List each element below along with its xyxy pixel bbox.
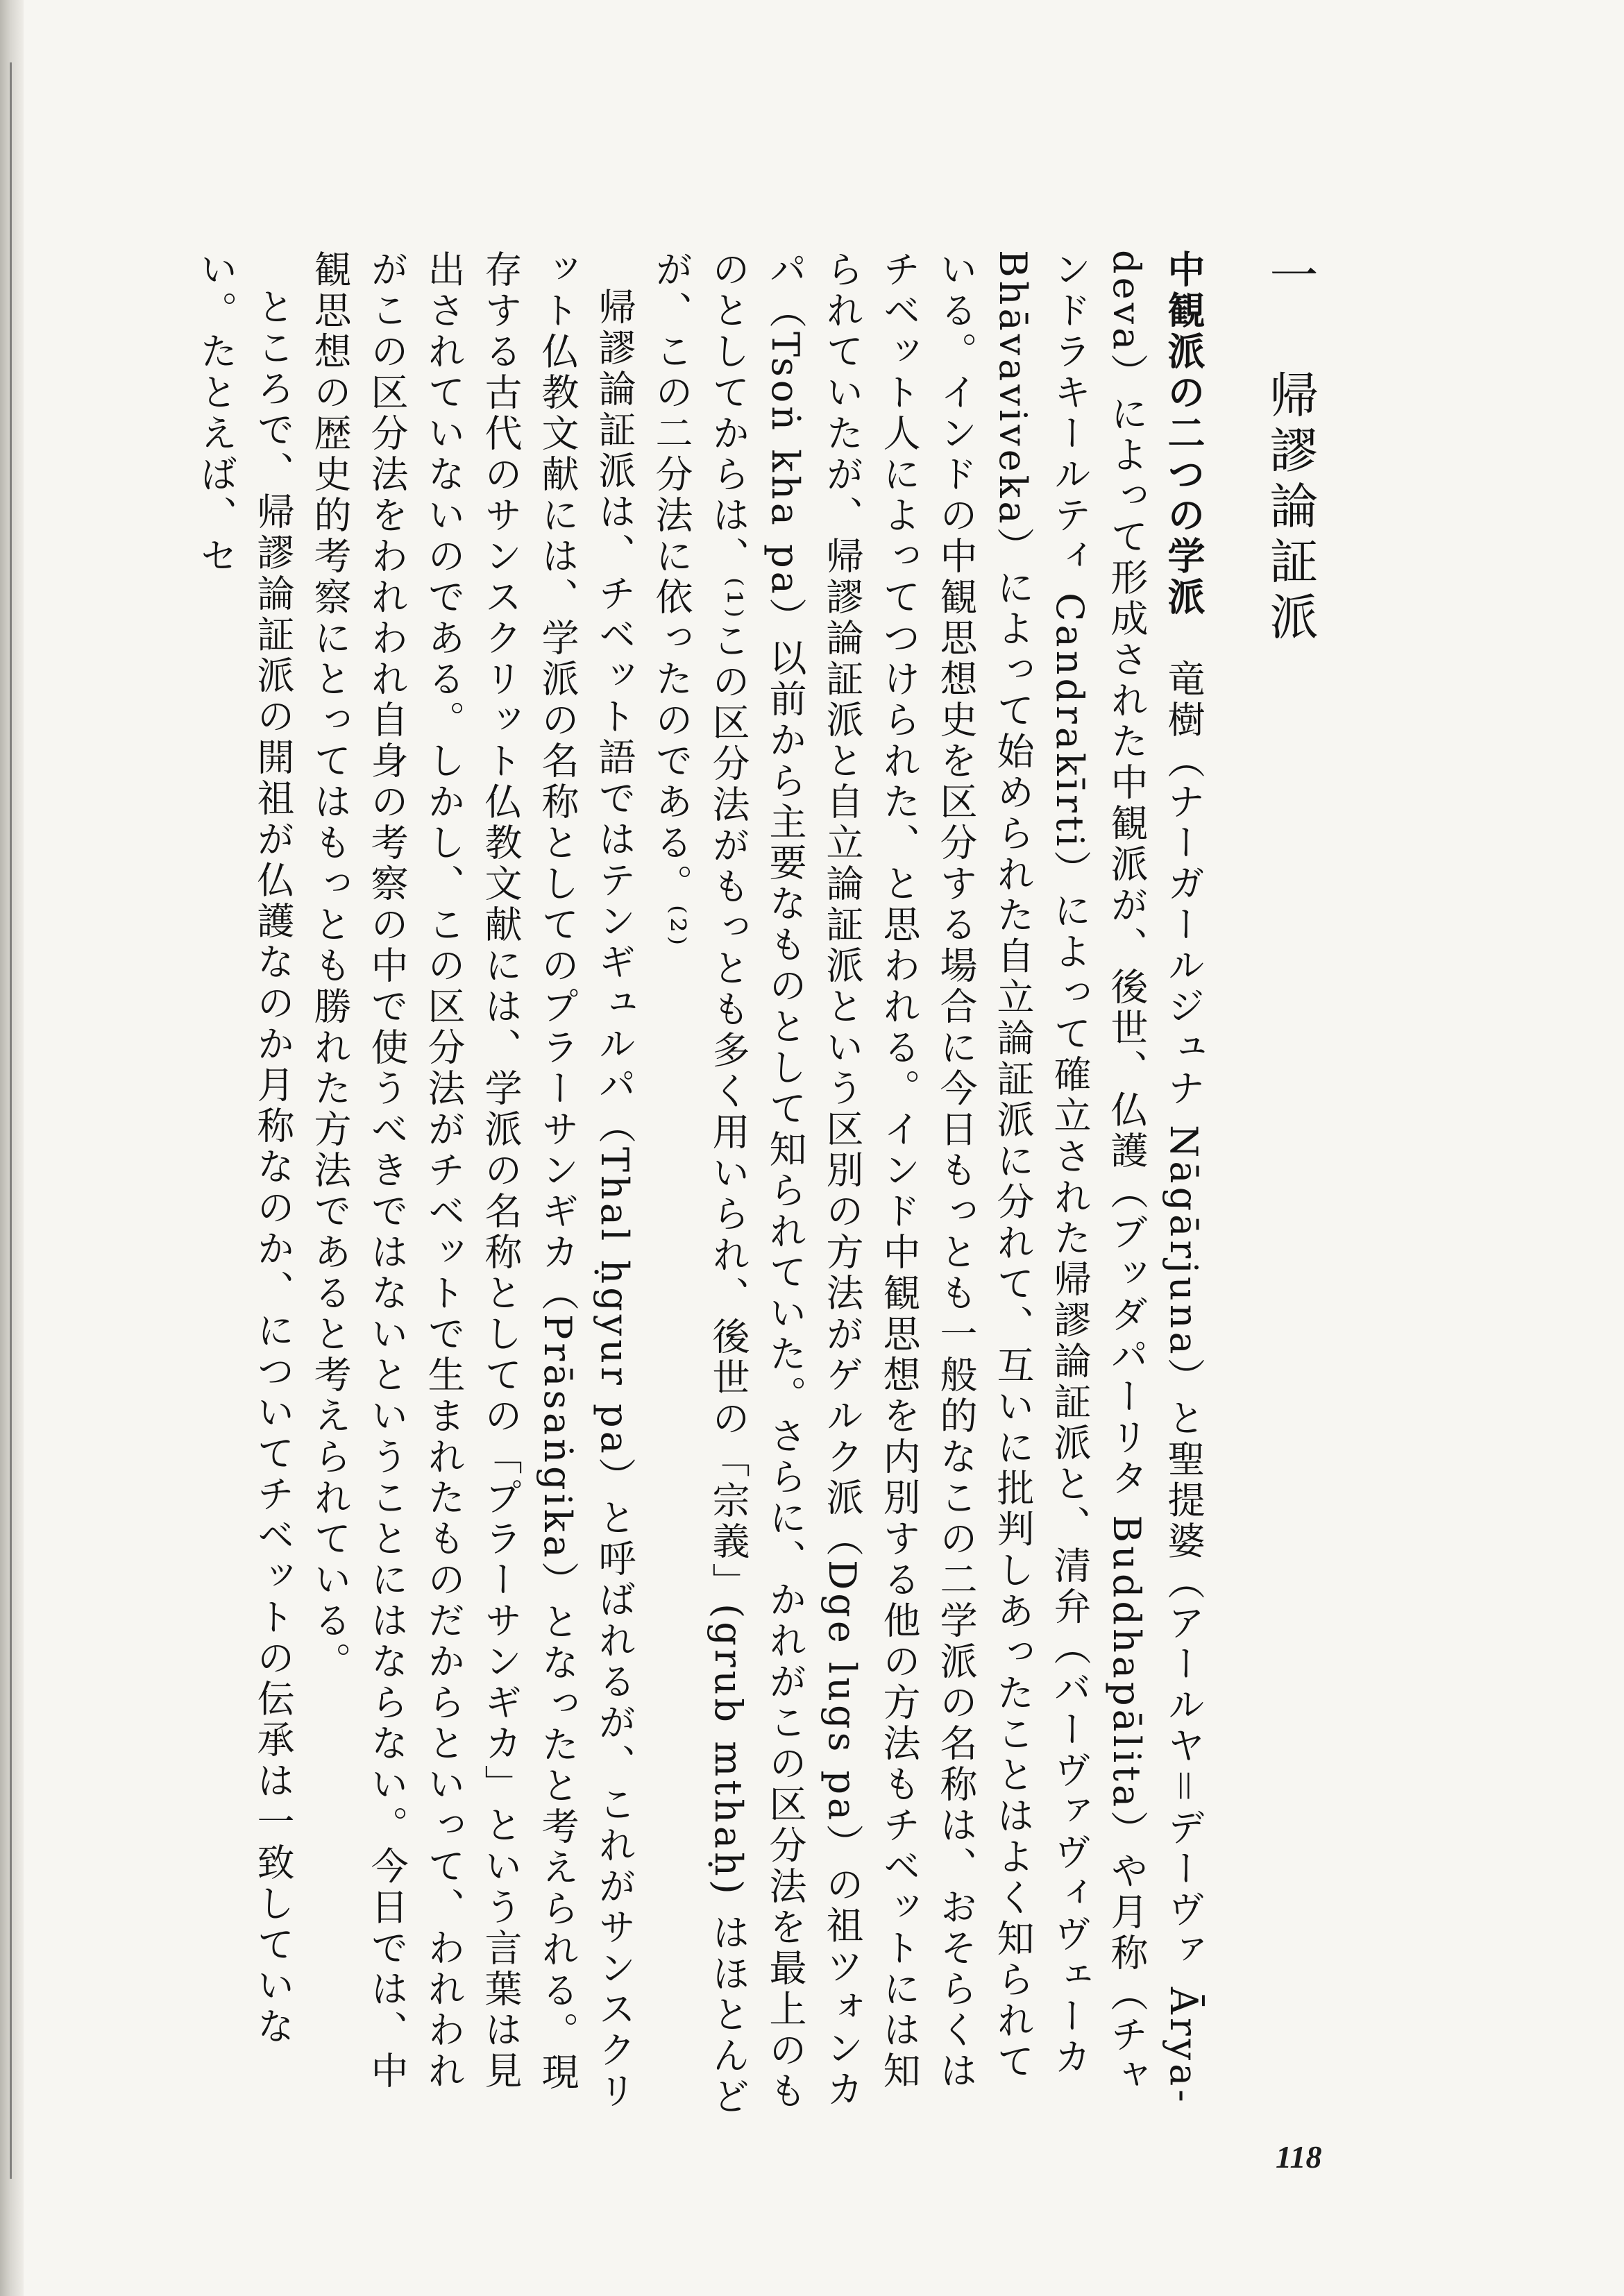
vertical-text-block: [187, 250, 1319, 2123]
paragraph-3: ところで、帰謬論証派の開祖が仏護なのか月称なのか、についてチベットの伝承は一致していない。たとえば、セ: [194, 250, 295, 2048]
section-heading: [1262, 250, 1319, 2123]
margin-rule: [10, 62, 12, 2179]
subsection-title: 中観派の二つの学派: [1162, 250, 1206, 618]
page-edge-shadow: [0, 0, 24, 2296]
paragraph-1: [643, 250, 1212, 2123]
section-title: 帰謬論証派: [1262, 369, 1319, 647]
page-number: 118: [1276, 2139, 1322, 2175]
paragraph-2: 帰謬論証派は、チベット語ではテンギュルパ（Thal ḥgyur pa）と呼ばれるが、これがサンスクリット仏教文献には、学派の名称としてのプラーサンギカ（Prāsaṅgika）となったと考えられる。現存する古代のサンスクリット仏教文献には、学派の名称としての「プラーサンギカ」という言葉は見出されていないのである。しかし、この区分法がチベットで生まれたものだからといって、われわれがこの区分法をわれわれ自身の考察の中で使うべきではないということにはならない。今日では、中観思想の歴史的考察にとってはもっとも勝れた方法であると考えられている。: [308, 250, 636, 2112]
section-number: 一: [1262, 250, 1319, 305]
paragraph-1-text: 竜樹（ナーガールジュナ Nāgārjuna）と聖提婆（アールヤ＝デーヴァ Ārya-deva）によって形成された中観派が、後世、仏護（ブッダパーリタ Buddhapālita）や月称（チャンドラキールティ Candrakīrti）によって確立された帰謬論証派と、清弁（バーヴァヴィヴェーカ Bhāvaviveka）によって始められた自立論証派に分れて、互いに批判しあったことはよく知られている。インドの中観思想史を区分する場合に今日もっとも一般的なこの二学派の名称は、おそらくはチベット人によってつけられた、と思われる。インド中観思想を内別する他の方法もチベットには知られていたが、帰謬論証派と自立論証派という区別の方法がゲルク派（Dge lugs pa）の祖ツォンカパ（Tsoṅ kha pa）以前から主要なものとして知られていた。さらに、かれがこの区分法を最上のものとしてからは、⁽¹⁾この区分法がもっとも多く用いられ、後世の「宗義」(grub mthaḥ) はほとんどが、この二分法に依ったのである。⁽²⁾: [650, 250, 1206, 2118]
